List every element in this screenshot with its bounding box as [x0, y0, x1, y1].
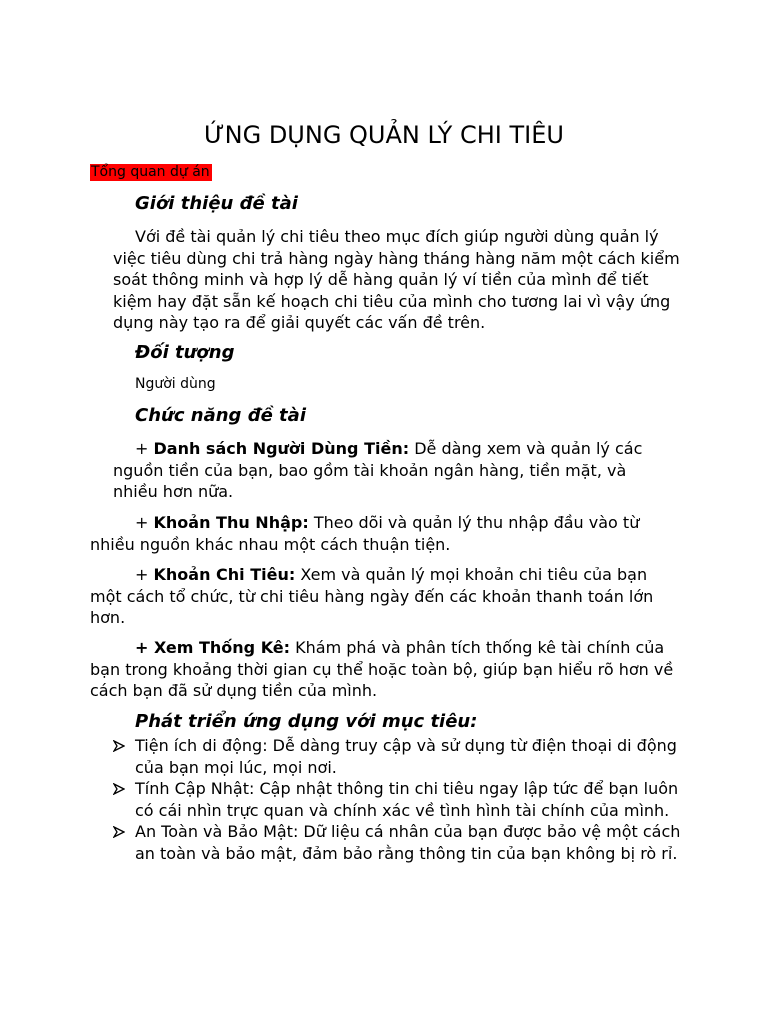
feature-prefix: + — [135, 565, 154, 584]
audience-text: Người dùng — [135, 376, 216, 392]
goal-text: Tiện ích di động: Dễ dàng truy cập và sử dụng từ điện thoại di động của bạn mọi lúc, mọi nơi. — [135, 736, 677, 777]
feature-item — [113, 438, 673, 503]
feature-prefix: + — [135, 513, 154, 532]
list-item — [113, 735, 683, 778]
list-item — [113, 821, 683, 864]
arrow-bullet-icon — [113, 740, 125, 752]
goal-text: An Toàn và Bảo Mật: Dữ liệu cá nhân của bạn được bảo vệ một cách an toàn và bảo mật, đảm bảo rằng thông tin của bạn không bị rò rỉ. — [135, 822, 681, 863]
feature-item — [90, 637, 682, 702]
intro-paragraph: Với đề tài quản lý chi tiêu theo mục đích giúp người dùng quản lý việc tiêu dùng chi trả hàng ngày hàng tháng hàng năm một cách kiểm soát thông minh và hợp lý dễ hàng quản lý ví tiền của mình để tiết kiệm hay đặt sẵn kế hoạch chi tiêu của mình cho tương lai vì vậy ứng dụng này tạo ra để giải quyết các vấn đề trên. — [113, 227, 680, 332]
feature-prefix: + — [135, 439, 154, 458]
arrow-bullet-icon — [113, 826, 125, 838]
intro-heading: Giới thiệu đề tài — [135, 193, 298, 214]
features-heading: Chức năng đề tài — [135, 405, 306, 426]
feature-label: + Xem Thống Kê: — [135, 638, 291, 657]
document-title: ỨNG DỤNG QUẢN LÝ CHI TIÊU — [204, 121, 564, 149]
feature-item — [90, 512, 680, 555]
feature-text: Khám phá và phân tích thống kê tài chính của bạn trong khoảng thời gian cụ thể hoặc toàn bộ, giúp bạn hiểu rõ hơn về cách bạn đã sử dụng tiền của mình. — [90, 638, 674, 700]
feature-text: Theo dõi và quản lý thu nhập đầu vào từ nhiều nguồn khác nhau một cách thuận tiện. — [90, 513, 640, 554]
feature-text: Xem và quản lý mọi khoản chi tiêu của bạn một cách tổ chức, từ chi tiêu hàng ngày đến các khoản thanh toán lớn hơn. — [90, 565, 654, 627]
overview-label: Tổng quan dự án — [91, 164, 210, 180]
goal-text: Tính Cập Nhật: Cập nhật thông tin chi tiêu ngay lập tức để bạn luôn có cái nhìn trực quan và chính xác về tình hình tài chính của mình. — [135, 779, 679, 820]
goals-list — [113, 735, 683, 864]
audience-heading: Đối tượng — [135, 342, 235, 363]
list-item — [113, 778, 683, 821]
feature-label: Danh sách Người Dùng Tiền: — [153, 439, 410, 458]
feature-item — [90, 564, 680, 629]
feature-label: Khoản Chi Tiêu: — [153, 565, 296, 584]
feature-label: Khoản Thu Nhập: — [153, 513, 309, 532]
goals-heading: Phát triển ứng dụng với mục tiêu: — [135, 711, 478, 732]
feature-text: Dễ dàng xem và quản lý các nguồn tiền của bạn, bao gồm tài khoản ngân hàng, tiền mặt, và nhiều hơn nữa. — [113, 439, 643, 501]
arrow-bullet-icon — [113, 783, 125, 795]
